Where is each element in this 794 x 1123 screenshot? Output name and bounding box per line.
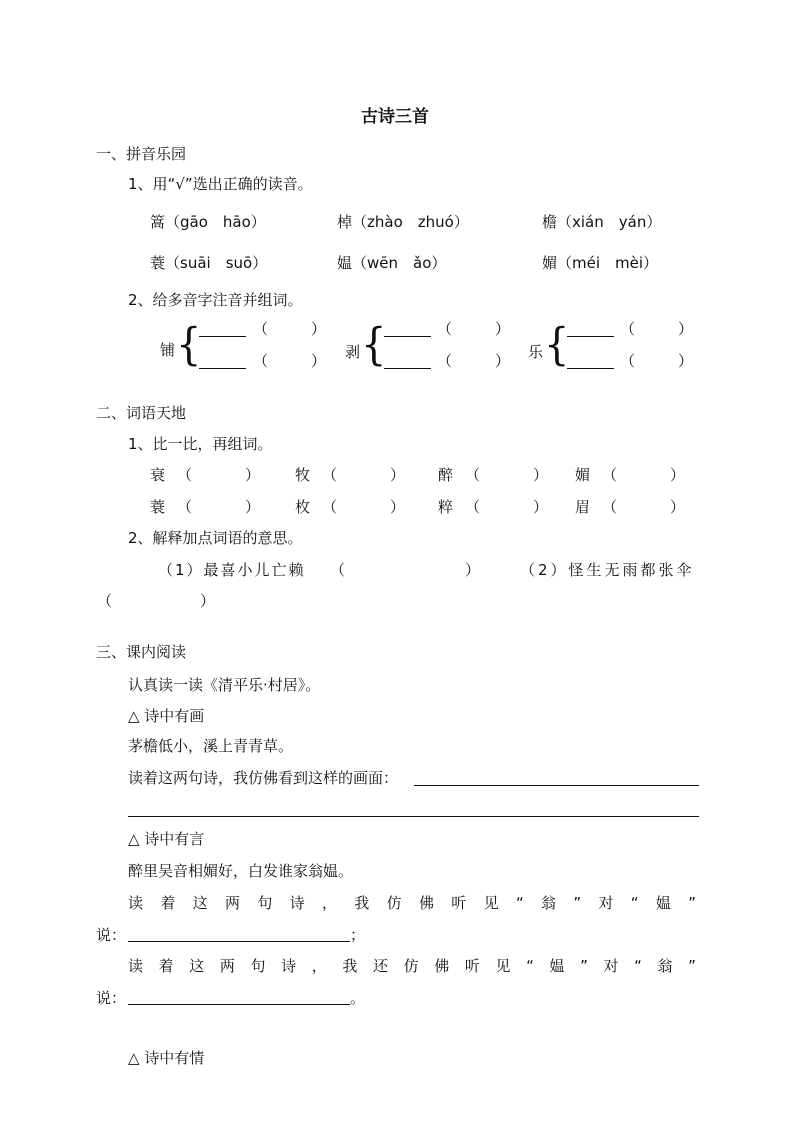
paren-open: （ — [253, 352, 269, 370]
paren-open: （ — [177, 498, 193, 516]
section-3-heading: 三、课内阅读 — [96, 643, 187, 661]
compare-char: 衰 — [150, 466, 166, 484]
reading-intro: 认真读一读《清平乐·村居》。 — [128, 676, 321, 694]
explain-item-1: （1）最喜小儿亡赖 — [158, 561, 306, 579]
poem-line-2: 醉里吴音相媚好，白发谁家翁媪。 — [128, 862, 354, 880]
paren-open: （ — [602, 498, 618, 516]
paren-close: ） — [533, 498, 549, 516]
paren-close: ） — [670, 466, 686, 484]
brace-icon: { — [361, 319, 387, 371]
paren-open: （ — [620, 352, 636, 370]
paren-close: ） — [390, 498, 406, 516]
paren-close: ） — [495, 320, 511, 338]
compare-char: 牧 — [295, 466, 311, 484]
pinyin-item: 蓑（suāi suō） — [150, 254, 268, 272]
brace-icon: { — [544, 319, 570, 371]
period: 。 — [350, 989, 366, 1007]
paren-open: （ — [437, 352, 453, 370]
answer-blank[interactable] — [384, 336, 431, 337]
answer-line[interactable] — [128, 1004, 350, 1005]
paren-open: （ — [465, 466, 481, 484]
question-2-2: 2、解释加点词语的意思。 — [128, 529, 303, 547]
paren-open: （ — [602, 466, 618, 484]
poem-line-1: 茅檐低小，溪上青青草。 — [128, 737, 294, 755]
subheading-speech: △ 诗中有言 — [128, 830, 205, 848]
brace-icon: { — [176, 319, 202, 371]
page-title: 古诗三首 — [361, 107, 429, 127]
paren-close: ） — [245, 466, 261, 484]
paren-open: （ — [322, 466, 338, 484]
pinyin-item: 檐（xián yán） — [542, 213, 662, 231]
answer-blank[interactable] — [567, 368, 614, 369]
duoyin-char: 乐 — [528, 343, 544, 361]
pinyin-item: 媚（méi mèi） — [542, 254, 659, 272]
paren-close: ） — [678, 352, 694, 370]
paren-close: ） — [311, 320, 327, 338]
explain-item-2: （2）怪生无雨都张伞 — [520, 561, 695, 579]
compare-char: 蓑 — [150, 498, 166, 516]
question-1-1: 1、用“√”选出正确的读音。 — [128, 175, 313, 193]
answer-blank[interactable] — [199, 368, 246, 369]
semicolon: ； — [350, 926, 366, 944]
paren-open: （ — [330, 561, 346, 579]
compare-char: 粹 — [438, 498, 454, 516]
paren-open: （ — [437, 320, 453, 338]
prompt-speech-2: 读 着 这 两 句 诗 ， 我 还 仿 佛 听 见 “ 媪 ” 对 “ 翁 ” — [128, 957, 696, 975]
paren-close: ） — [670, 498, 686, 516]
paren-close: ） — [200, 592, 216, 610]
compare-char: 枚 — [295, 498, 311, 516]
answer-line[interactable] — [414, 785, 699, 786]
prompt-speech-1: 读 着 这 两 句 诗 ， 我 仿 佛 听 见 “ 翁 ” 对 “ 媪 ” — [128, 894, 696, 912]
compare-char: 醉 — [438, 466, 454, 484]
paren-close: ） — [495, 352, 511, 370]
answer-blank[interactable] — [199, 336, 246, 337]
answer-blank[interactable] — [384, 368, 431, 369]
answer-blank[interactable] — [567, 336, 614, 337]
pinyin-item: 媪（wēn ǎo） — [337, 254, 447, 272]
question-2-1: 1、比一比，再组词。 — [128, 435, 273, 453]
duoyin-char: 剥 — [345, 343, 361, 361]
paren-close: ） — [678, 320, 694, 338]
paren-close: ） — [533, 466, 549, 484]
compare-char: 眉 — [575, 498, 591, 516]
paren-open: （ — [322, 498, 338, 516]
say-label: 说： — [96, 989, 127, 1007]
answer-line[interactable] — [128, 941, 350, 942]
paren-open: （ — [253, 320, 269, 338]
section-1-heading: 一、拼音乐园 — [96, 145, 187, 163]
paren-close: ） — [245, 498, 261, 516]
section-2-heading: 二、词语天地 — [96, 404, 187, 422]
paren-open: （ — [177, 466, 193, 484]
paren-close: ） — [311, 352, 327, 370]
duoyin-char: 铺 — [160, 341, 176, 359]
prompt-picture: 读着这两句诗，我仿佛看到这样的画面： — [128, 769, 399, 787]
paren-open: （ — [97, 592, 113, 610]
paren-close: ） — [465, 561, 481, 579]
paren-open: （ — [620, 320, 636, 338]
paren-close: ） — [390, 466, 406, 484]
question-1-2: 2、给多音字注音并组词。 — [128, 291, 303, 309]
subheading-feeling: △ 诗中有情 — [128, 1049, 205, 1067]
answer-line[interactable] — [128, 816, 699, 817]
pinyin-item: 篙（gāo hāo） — [150, 213, 266, 231]
say-label: 说： — [96, 926, 127, 944]
compare-char: 媚 — [575, 466, 591, 484]
subheading-picture: △ 诗中有画 — [128, 707, 205, 725]
pinyin-item: 棹（zhào zhuó） — [337, 213, 469, 231]
paren-open: （ — [465, 498, 481, 516]
